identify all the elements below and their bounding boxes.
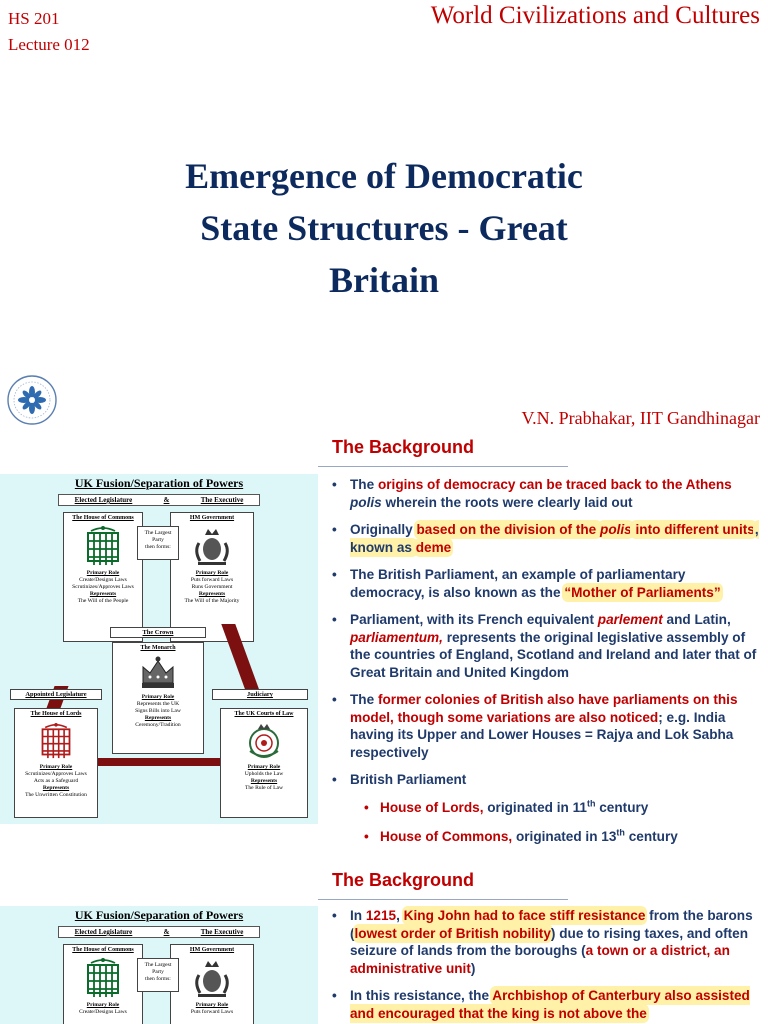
party-text: The Largest	[144, 530, 172, 536]
lecture-title-line: Emergence of Democratic	[185, 156, 583, 196]
commons-box	[63, 512, 143, 642]
represents-label: Represents	[250, 778, 278, 784]
role-label: Primary Role	[86, 570, 120, 576]
lecture-title-line: State Structures - Great	[200, 208, 568, 248]
party-text: then forms:	[145, 544, 171, 550]
band-label: The Executive	[200, 928, 244, 936]
role-text: Scrutinizes/Approves Laws	[25, 771, 87, 777]
role-label: Primary Role	[141, 694, 175, 700]
bullet-item: • In this resistance, the Archbishop of Canterbury also assisted and encouraged that the king is not above the	[328, 987, 762, 1022]
role-text: Runs Government	[191, 584, 233, 590]
band-label: The Executive	[200, 496, 244, 504]
party-box	[137, 526, 179, 560]
court-emblem-icon	[244, 721, 284, 761]
role-text: Puts forward Laws	[190, 577, 234, 583]
connector-bar	[96, 758, 226, 766]
role-label: Primary Role	[247, 764, 281, 770]
commons-box	[63, 944, 143, 1024]
diagram-title: UK Fusion/Separation of Powers	[74, 908, 244, 922]
role-label: Primary Role	[195, 1002, 229, 1008]
government-box	[170, 512, 254, 642]
role-text: Upholds the Law	[244, 771, 284, 777]
represents-text: The Rule of Law	[244, 785, 284, 791]
royal-arms-icon	[190, 525, 234, 567]
powers-diagram	[0, 906, 318, 1024]
bullet-item: • Originally based on the division of the polis into different units, known as deme	[328, 521, 762, 556]
course-code: HS 201	[8, 9, 60, 28]
portcullis-icon	[83, 957, 123, 999]
section-heading: The Background	[332, 437, 475, 457]
monarch-box	[112, 642, 204, 754]
sub-bullet-item: • House of Commons, originated in 13th century	[328, 828, 762, 846]
party-text: The Largest	[144, 962, 172, 968]
role-text: Scrutinizes/Approves Laws	[72, 584, 134, 590]
title-slide	[0, 0, 768, 430]
diagram-title: UK Fusion/Separation of Powers	[74, 476, 244, 490]
lecture-title	[60, 150, 708, 306]
background-bullets	[328, 907, 762, 1024]
role-text: Signs Bills into Law	[135, 708, 181, 714]
represents-text: The Will of the Majority	[184, 598, 240, 604]
role-text: Create/Designs Laws	[79, 1009, 127, 1015]
sub-bullet-item: • House of Lords, originated in 11th century	[328, 799, 762, 817]
band-label: Elected Legislature	[74, 496, 133, 504]
party-text: Party	[152, 969, 164, 975]
crown-icon	[138, 655, 178, 691]
box-title: HM Government	[189, 515, 235, 521]
bullet-item: • In 1215, King John had to face stiff resistance from the barons (lowest order of British nobility) due to rising taxes, and often seizure of lands from the boroughs (a town or a district, an administrative unit)	[328, 907, 762, 977]
bullet-item: • The origins of democracy can be traced back to the Athens polis wherein the roots were clearly laid out	[328, 476, 762, 511]
party-box	[137, 958, 179, 992]
bullet-item: • Parliament, with its French equivalent parlement and Latin, parliamentum, represents the original legislative assembly of the countries of England, Scotland and Ireland and later that of Great Britain and United Kingdom	[328, 611, 762, 681]
powers-diagram	[0, 474, 318, 824]
represents-text: Ceremony/Tradition	[135, 722, 181, 728]
role-label: Primary Role	[86, 1002, 120, 1008]
represents-label: Represents	[89, 591, 117, 597]
diagram-band	[58, 494, 260, 506]
box-title: The House of Commons	[72, 947, 134, 953]
represents-label: Represents	[198, 591, 226, 597]
background-bullets	[328, 476, 762, 858]
represents-label: Represents	[42, 785, 70, 791]
party-text: Party	[152, 537, 164, 543]
diagram-band	[58, 926, 260, 938]
band-amp: &	[163, 928, 170, 936]
portcullis-icon	[38, 721, 74, 761]
institute-logo-icon	[6, 374, 58, 426]
courts-box	[220, 708, 308, 818]
section-heading: The Background	[332, 870, 475, 890]
band-amp: &	[163, 496, 170, 504]
party-text: then forms:	[145, 976, 171, 982]
band-label: Elected Legislature	[74, 928, 133, 936]
role-text: Create/Designs Laws	[79, 577, 127, 583]
box-title: The Monarch	[140, 645, 176, 651]
represents-text: The Unwritten Constitution	[25, 792, 87, 798]
lecture-title-line: Britain	[328, 260, 439, 300]
box-title: The House of Commons	[72, 515, 134, 521]
heading-rule	[318, 466, 568, 467]
course-title: World Civilizations and Cultures	[430, 2, 760, 29]
role-label: Primary Role	[195, 570, 229, 576]
course-info	[8, 6, 90, 58]
bullet-item: • The former colonies of British also have parliaments on this model, though some variations are also noticed; e.g. India having its Upper and Lower Houses = Rajya and Lok Sabha respectively	[328, 691, 762, 761]
bullet-item: • The British Parliament, an example of parliamentary democracy, is also known as the “Mother of Parliaments”	[328, 566, 762, 601]
heading-rule	[318, 899, 568, 900]
government-box	[170, 944, 254, 1024]
box-title: HM Government	[189, 947, 235, 953]
royal-arms-icon	[190, 957, 234, 999]
represents-text: The Will of the People	[77, 598, 129, 604]
role-label: Primary Role	[39, 764, 73, 770]
box-title: The UK Courts of Law	[234, 711, 294, 717]
box-title: The House of Lords	[30, 711, 82, 717]
role-text: Acts as a Safeguard	[33, 778, 79, 784]
lecture-number: Lecture 012	[8, 35, 90, 54]
role-text: Puts forward Laws	[190, 1009, 234, 1015]
judiciary-label: Judiciary	[212, 689, 308, 700]
represents-label: Represents	[144, 715, 172, 721]
author: V.N. Prabhakar, IIT Gandhinagar	[521, 408, 760, 428]
crown-label: The Crown	[110, 627, 206, 638]
portcullis-icon	[83, 525, 123, 567]
lords-box	[14, 708, 98, 818]
appointed-legislature-label: Appointed Legislature	[10, 689, 102, 700]
role-text: Represents the UK	[136, 701, 180, 707]
bullet-item: • British Parliament	[328, 771, 762, 789]
